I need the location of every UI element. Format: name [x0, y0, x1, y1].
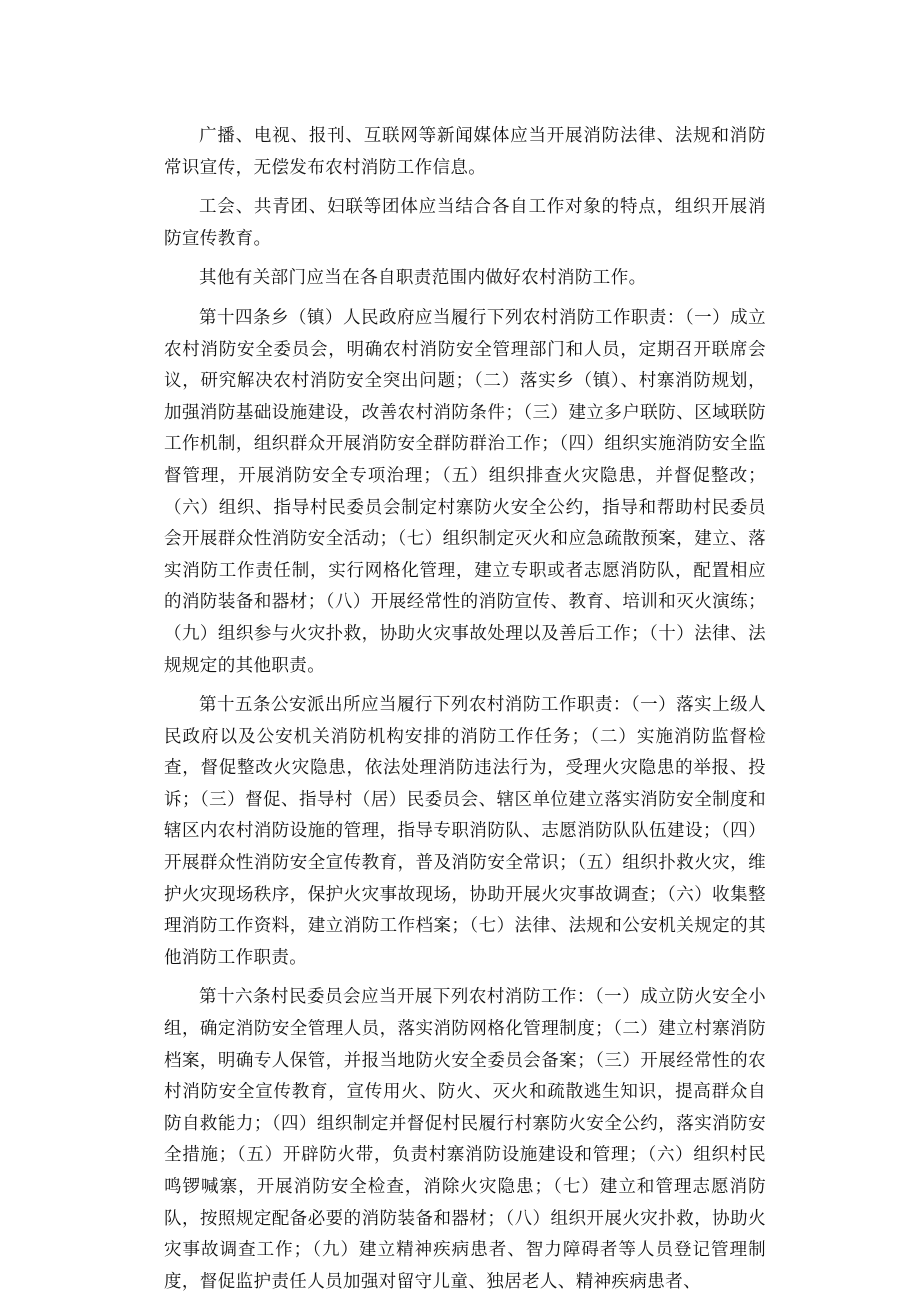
paragraph-article-14: 第十四条乡（镇）人民政府应当履行下列农村消防工作职责：（一）成立农村消防安全委员会，明确农村消防安全管理部门和人员，定期召开联席会议，研究解决农村消防安全突出问题；（二）落实乡（镇）、村寨消防规划，加强消防基础设施建设，改善农村消防条件；（三）建立多户联防、区域联防工作机制，组织群众开展消防安全群防群治工作；（四）组织实施消防安全监督管理，开展消防安全专项治理；（五）组织排查火灾隐患，并督促整改；（六）组织、指导村民委员会制定村寨防火安全公约，指导和帮助村民委员会开展群众性消防安全活动；（七）组织制定灭火和应急疏散预案，建立、落实消防工作责任制，实行网格化管理，建立专职或者志愿消防队，配置相应的消防装备和器材；（八）开展经常性的消防宣传、教育、培训和灭火演练；（九）组织参与火灾扑救，协助火灾事故处理以及善后工作；（十）法律、法规规定的其他职责。 [164, 307, 766, 676]
paragraph-article-16: 第十六条村民委员会应当开展下列农村消防工作：（一）成立防火安全小组，确定消防安全管理人员，落实消防网格化管理制度；（二）建立村寨消防档案，明确专人保管，并报当地防火安全委员会备案；（三）开展经常性的农村消防安全宣传教育，宣传用火、防火、灭火和疏散逃生知识，提高群众自防自救能力；（四）组织制定并督促村民履行村寨防火安全公约，落实消防安全措施；（五）开辟防火带，负责村寨消防设施建设和管理；（六）组织村民鸣锣喊寨，开展消防安全检查，消除火灾隐患；（七）建立和管理志愿消防队，按照规定配备必要的消防装备和器材；（八）组织开展火灾扑救，协助火灾事故调查工作；（九）建立精神疾病患者、智力障碍者等人员登记管理制度，督促监护责任人员加强对留守儿童、独居老人、精神疾病患者、 [164, 987, 766, 1292]
paragraph-other-departments: 其他有关部门应当在各自职责范围内做好农村消防工作。 [199, 268, 647, 289]
paragraph-organizations-education: 工会、共青团、妇联等团体应当结合各自工作对象的特点，组织开展消防宣传教育。 [164, 197, 766, 249]
document-body [164, 121, 766, 1298]
paragraph-media-publicity: 广播、电视、报刊、互联网等新闻媒体应当开展消防法律、法规和消防常识宣传，无偿发布农村消防工作信息。 [164, 126, 766, 178]
paragraph-article-15: 第十五条公安派出所应当履行下列农村消防工作职责：（一）落实上级人民政府以及公安机关消防机构安排的消防工作任务；（二）实施消防监督检查，督促整改火灾隐患，依法处理消防违法行为，受理火灾隐患的举报、投诉；（三）督促、指导村（居）民委员会、辖区单位建立落实消防安全制度和辖区内农村消防设施的管理，指导专职消防队、志愿消防队队伍建设；（四）开展群众性消防安全宣传教育，普及消防安全常识；（五）组织扑救火灾，维护火灾现场秩序，保护火灾事故现场，协助开展火灾事故调查；（六）收集整理消防工作资料，建立消防工作档案；（七）法律、法规和公安机关规定的其他消防工作职责。 [164, 695, 766, 968]
